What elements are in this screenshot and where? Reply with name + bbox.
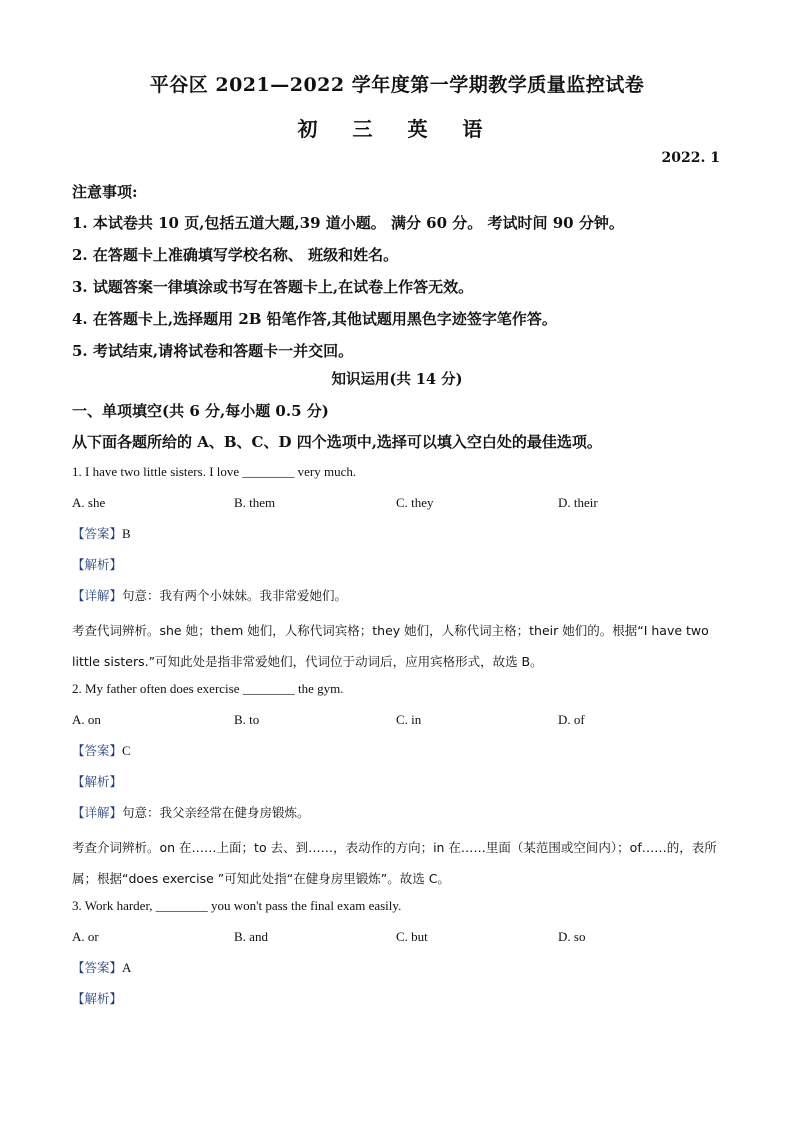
exam-date: 2022. 1 [661,150,720,166]
notes-item: 4. 在答题卡上,选择题用 2B 铅笔作答,其他试题用黑色字迹签字笔作答。 [72,310,557,328]
question-stem: 1. I have two little sisters. I love ________ very much. [72,464,357,479]
notes-heading: 注意事项: [72,183,138,201]
part-instruction: 从下面各题所给的 A、B、C、D 四个选项中,选择可以填入空白处的最佳选项。 [72,433,602,451]
question-stem: 2. My father often does exercise ________ the gym. [72,681,344,696]
analysis-line [72,770,724,801]
analysis-line [72,987,724,1018]
notes-item: 1. 本试卷共 10 页,包括五道大题,39 道小题。 满分 60 分。 考试时间 90 分钟。 [72,214,624,232]
answer-tag: 【答案】 [72,960,123,975]
question-options [72,925,724,956]
part-title: 一、单项填空(共 6 分,每小题 0.5 分) [72,402,329,420]
option-b: B. them [234,495,276,510]
explanation-text: 考查代词辨析。she 她；them 她们，人称代词宾格；they 她们，人称代词主格；their 她们的。根据“I have two little sisters.”可知此处是指非常爱她们，代词位于动词后，应用宾格形式，故选 B。 [72,623,709,669]
detail-line [72,584,724,615]
notes-item: 3. 试题答案一律填涂或书写在答题卡上,在试卷上作答无效。 [72,278,474,296]
exam-title: 平谷区 2021—2022 学年度第一学期教学质量监控试卷 [149,74,645,96]
option-c: C. in [396,712,422,727]
option-d: D. so [558,929,586,944]
question-stem: 3. Work harder, ________ you won't pass the final exam easily. [72,898,402,913]
notes-item: 2. 在答题卡上准确填写学校名称、 班级和姓名。 [72,246,399,264]
questions-area [72,460,724,1018]
analysis-line [72,553,724,584]
option-b: B. and [234,929,268,944]
detail-tag: 【详解】 [72,588,123,603]
answer-tag: 【答案】 [72,526,123,541]
answer-line [72,956,724,987]
detail-text: 句意：我有两个小妹妹。我非常爱她们。 [122,588,348,603]
analysis-tag: 【解析】 [72,774,123,789]
answer-value: C [122,743,131,758]
answer-value: A [122,960,132,975]
analysis-tag: 【解析】 [72,557,123,572]
question-options [72,708,724,739]
option-d: D. their [558,495,598,510]
option-a: A. on [72,712,101,727]
question-options [72,491,724,522]
answer-value: B [122,526,131,541]
detail-text: 句意：我父亲经常在健身房锻炼。 [122,805,310,820]
notes-item: 5. 考试结束,请将试卷和答题卡一并交回。 [72,342,354,360]
answer-line [72,739,724,770]
option-c: C. they [396,495,434,510]
option-d: D. of [558,712,585,727]
option-a: A. she [72,495,106,510]
detail-tag: 【详解】 [72,805,123,820]
option-b: B. to [234,712,260,727]
notes-block [72,180,732,371]
analysis-tag: 【解析】 [72,991,123,1006]
option-c: C. but [396,929,428,944]
detail-line [72,801,724,832]
answer-tag: 【答案】 [72,743,123,758]
option-a: A. or [72,929,99,944]
exam-subject: 初 三 英 语 [297,117,497,141]
answer-line [72,522,724,553]
section-title: 知识运用(共 14 分) [331,371,463,388]
explanation-text: 考查介词辨析。on 在……上面；to 去、到……，表动作的方向；in 在……里面（某范围或空间内）；of……的，表所属；根据“does exercise ”可知此处指“在健身房里锻炼”。故选 C。 [72,840,717,886]
